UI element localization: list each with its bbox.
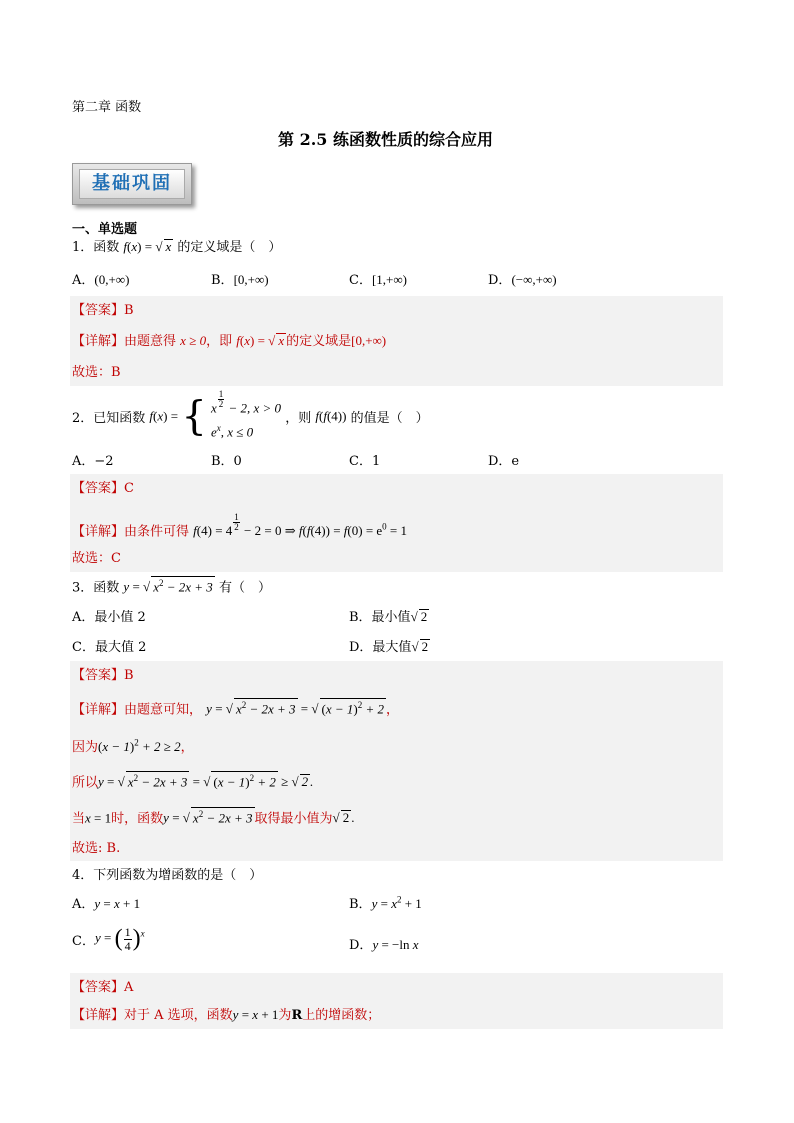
question-2: 2．已知函数 f(x) = { x $\frac{1}{2}$ − 2, x > 0 $e^x$, x ≤ 0 ，则 f(f(4)) 的值是（ ） <box>72 390 429 438</box>
q2-piecewise: x $\frac{1}{2}$ − 2, x > 0 $e^x$, x ≤ 0 <box>210 389 282 440</box>
q3-line4: 当x = 1时，函数y = √ $x^2 - 2x + 3$ 取得最小值为√ 2 . <box>72 809 355 827</box>
q3-option-b: B．最小值√ 2 <box>349 609 428 625</box>
piecewise-brace: { <box>181 393 207 440</box>
q3-answer-box <box>70 661 723 861</box>
q4-option-a: A．y = x + 1 <box>72 896 141 912</box>
q1-answer: 【答案】B <box>72 303 134 318</box>
q2-option-c: C．1 <box>349 454 381 469</box>
q3-choose: 故选: B. <box>72 841 121 856</box>
q1-prefix: 1．函数 <box>72 240 120 255</box>
q3-line3: 所以y = √ $x^2 - 2x + 3$ = √ $(x - 1)^2 + 2$ ≥ √ 2 . <box>72 773 314 791</box>
q3-option-c: C．最大值 2 <box>72 640 147 655</box>
q4-option-d: D．y = −ln x <box>349 937 419 953</box>
q4-option-b: B．$y = x^2 + 1$ <box>349 894 422 912</box>
q2-option-d: D．e <box>488 454 520 469</box>
q1-choose: 故选：B <box>72 365 121 380</box>
q1-option-b: B．[0,+∞) <box>211 272 269 288</box>
q4-detail: 【详解】对于 A 选项，函数y = x + 1为R上的增函数； <box>72 1007 381 1023</box>
question-4: 4．下列函数为增函数的是（ ） <box>72 868 263 883</box>
q2-answer: 【答案】C <box>72 481 134 496</box>
section-banner <box>72 163 192 205</box>
chapter-header: 第二章 函数 <box>72 100 142 115</box>
q1-formula: f(x) = √ x <box>123 239 172 254</box>
banner-label: 基础巩固 <box>79 169 185 199</box>
q2-option-a: A．−2 <box>72 454 114 469</box>
q4-option-c: C．y = ( $\frac{1}{4}$ )$^x$ <box>72 925 145 953</box>
q1-option-c: C．[1,+∞) <box>349 272 407 288</box>
q3-answer: 【答案】B <box>72 668 134 683</box>
q1-option-d: D．(−∞,+∞) <box>488 272 557 288</box>
section-heading: 一、单选题 <box>72 222 138 237</box>
question-3: 3．函数 y = √ $x^2 - 2x + 3$ 有（ ） <box>72 578 271 596</box>
page-title: 第 2.5 练函数性质的综合应用 <box>278 130 493 149</box>
q1-suffix: 的定义域是（ ） <box>177 240 282 255</box>
q1-option-a: A．(0,+∞) <box>72 272 130 288</box>
q3-option-a: A．最小值 2 <box>72 610 146 625</box>
q1-detail: 【详解】由题意得 x ≥ 0，即 f(x) = √ x 的定义域是[0,+∞) <box>72 333 387 349</box>
q3-line2: 因为$(x - 1)^2 + 2 \ge 2$， <box>72 737 194 755</box>
q2-detail: 【详解】由条件可得 f(4) = 4 $\frac{1}{2}$ − 2 = 0 ⇒ $f(f(4)) = f(0) = e^0 = 1$ <box>72 512 408 540</box>
q3-detail: 【详解】由题意可知， y = √ $x^2 - 2x + 3$ = √ $(x - 1)^2 + 2$ ， <box>72 700 400 718</box>
q2-choose: 故选：C <box>72 551 121 566</box>
q4-answer: 【答案】A <box>72 980 134 995</box>
question-1 <box>72 236 281 255</box>
q3-option-d: D．最大值√ 2 <box>349 639 429 655</box>
q2-option-b: B．0 <box>211 454 242 469</box>
